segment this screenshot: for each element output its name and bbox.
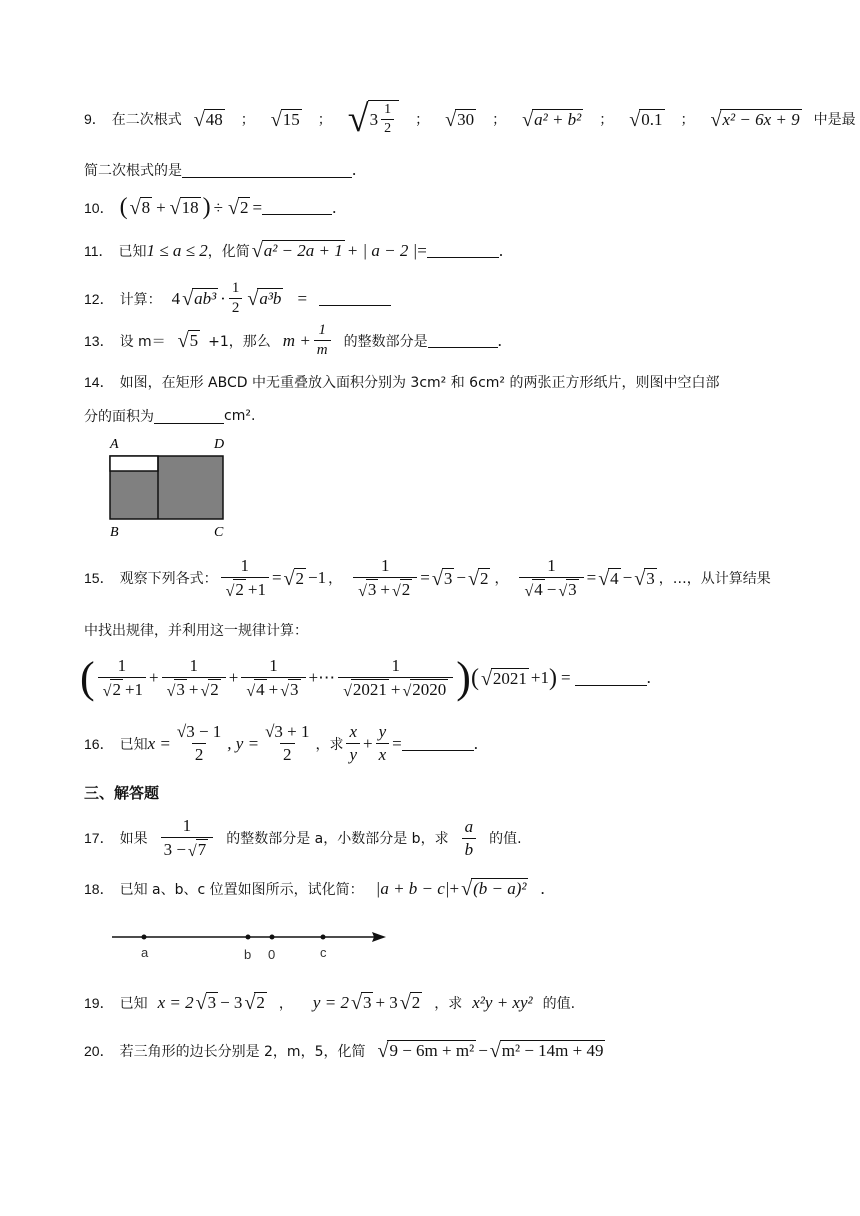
question-12: 12． 计算： 4 √ ab³ · 1 2 √ a³b = [84,280,391,317]
fraction: $\frac{√3 + 1}{2}$ [265,722,310,764]
label-d: D [214,437,225,452]
point-zero [270,935,275,940]
radical: √ 2 [283,567,305,590]
question-15-expression: ( 1 √ 2 +1 + 1 √ 3 + √ 2 + 1 √ 4 + √ 3 +⋯ 1 √ 2021 + √ 2020 ) ( √ 2021 +1 ) = . [80,653,651,702]
radical: √ 8 [129,197,151,219]
label-b: B [110,525,119,540]
radical: √ 2021 [480,667,527,690]
question-14-line2: 分的面积为 cm². [84,408,256,425]
radical: √ a² − 2a + 1 [251,240,343,262]
radical: √ 2 [467,567,489,590]
fraction: 1 √ 4 − √ 3 [519,556,583,600]
question-18: 18． 已知 a、b、c 位置如图所示，试化简： |a + b − c| + √ (b − a)² . [84,878,545,900]
fraction: 1 √ 3 + √ 2 [162,656,226,700]
radical: √ 3 [431,567,453,590]
radical: √ 3 1 2 [348,100,399,138]
radical: √ 2 [244,992,265,1014]
question-10: 10． ( √ 8 + √ 18 ) ÷ √ 2 = . [84,194,337,220]
radical: √ 4 [598,567,619,590]
question-11: 11． 已知 1 ≤ a ≤ 2 ，化简 √ a² − 2a + 1 + | a − 2 | = . [84,240,504,262]
fraction: $\frac{y}{x}$ [376,722,390,765]
point-c [321,935,326,940]
question-number: 9． [84,111,106,127]
radical: √ 48 [193,108,223,131]
radical: √ 30 [445,108,475,131]
question-9: 9． 在二次根式 √ 48 ； √ 15 ； √ 3 1 2 ； √ 30 ； √ a² + b² ； √ 0.1 ； √ x² − 6x + 9 中是最 [84,98,856,140]
fraction: 1 √ 4 + √ 3 [241,656,305,700]
radical: √ 3 [195,992,217,1014]
rectangle-abcd-figure [104,432,236,542]
blank-region [110,456,158,471]
label-c: C [214,525,224,540]
question-20: 20． 若三角形的边长分别是 2，m，5，化简 √ 9 − 6m + m² − √ m² − 14m + 49 [84,1040,604,1062]
number-line-figure [106,926,390,966]
label-a: A [110,437,119,452]
fraction: $\frac{1}{m}$ [314,322,331,359]
radical: √ a² + b² [522,108,582,131]
radical: √ 9 − 6m + m² [377,1040,475,1062]
answer-blank[interactable] [319,291,391,306]
point-b [246,935,251,940]
fraction: 1 √ 2021 + √ 2020 [338,656,453,700]
question-17: 17． 如果 1 3 − √ 7 的整数部分是 a，小数部分是 b，求 a b 的值. [84,816,522,860]
point-a [142,935,147,940]
section-heading: 三、解答题 [84,784,160,802]
question-16: 16． 已知 x = $\frac{√3 - 1}{2}$ , y = $\frac{√3 + 1}{2}$ ，求 x y + $\frac{y}{x}$ = . [84,722,479,764]
question-19: 19． 已知 x = 2 √ 3 − 3 √ 2 ， y = 2 √ 3 + 3 √ 2 ，求 x²y + xy² 的值. [84,992,576,1014]
radical: √ a³b [247,288,282,310]
answer-blank[interactable] [262,200,332,215]
fraction: $\frac{√3 - 1}{2}$ [176,722,222,764]
fraction: x y [346,722,360,765]
radical: √ 3 [350,992,372,1014]
axis-label-b: b [244,947,252,962]
radical: √ 2 [227,197,249,219]
arrow-head-icon [372,932,386,942]
question-9-line2: 简二次根式的是 . [84,160,357,179]
answer-blank[interactable] [402,736,474,751]
axis-label-zero: 0 [268,947,276,962]
axis-label-a: a [141,945,149,960]
radical: √ ab³ [182,288,217,310]
fraction: 1 √ 3 + √ 2 [353,556,417,600]
question-15-line2: 中找出规律，并利用这一规律计算： [84,623,308,639]
radical: √ 15 [270,108,300,131]
question-14: 14． 如图，在矩形 ABCD 中无重叠放入面积分别为 3cm² 和 6cm² 的两张正方形纸片，则图中空白部 [84,374,720,391]
radical: √ 5 [177,330,199,352]
question-text: 在二次根式 [111,112,182,128]
fraction: 1 √ 2 +1 [98,656,146,700]
question-15: 15． 观察下列各式： 1 √ 2 +1 = √ 2 −1 ， 1 √ 3 + √ 2 = √ 3 − √ 2 ， 1 √ 4 − √ 3 = √ 4 − √ 3 ，…，从计算结果 [84,556,771,600]
answer-blank[interactable] [428,333,498,348]
radical: √ 2 [399,992,421,1014]
radical: √ m² − 14m + 49 [489,1040,604,1062]
axis-label-c: c [320,945,327,960]
answer-blank[interactable] [154,409,224,424]
radical: √ 3 [634,567,655,590]
radical: √ 18 [169,197,199,219]
answer-blank[interactable] [575,671,647,686]
radical: √ (b − a)² [461,878,527,900]
radical: √ x² − 6x + 9 [710,108,800,131]
fraction: 1 3 − √ 7 [161,816,214,860]
answer-blank[interactable] [427,243,499,258]
fraction: 1 √ 2 +1 [221,556,269,600]
radical: √ 0.1 [629,108,663,131]
fraction: a b [462,817,477,860]
fraction: 1 2 [229,280,243,317]
question-13: 13． 设 m＝ √ 5 +1，那么 m + $\frac{1}{m}$ 的整数部分是 . [84,322,502,358]
answer-blank[interactable] [182,163,352,178]
